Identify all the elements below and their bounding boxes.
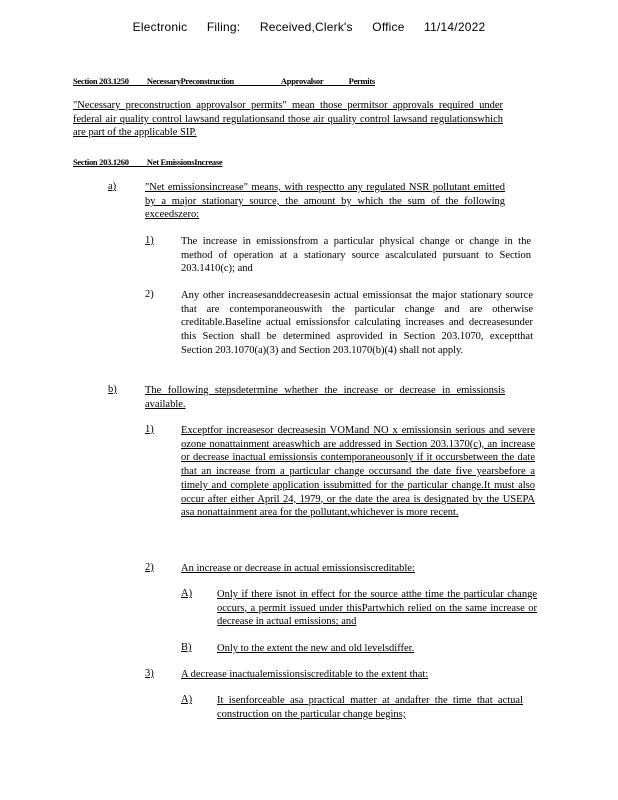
item-b1-text: Exceptfor increasesor decreasesin VOMand NO x emissionsin serious and severe ozone nonattainment areaswhich are addressed in Section 203.1370(c), an increase or decrease inactual emissionsis contemporaneousonly if it occursbetween the date that an increase from a particular change occursand the date five yearsbefore a timely and complete application issubmitted for the particular change.It must also occur after either April 24, 1979, or the date the area is designated by the USEPA asa nonattainment area for the pollutant,whichever is more recent. <box>181 425 535 519</box>
item-b2-text: An increase or decrease in actual emissionsiscreditable: <box>181 563 415 574</box>
header-part: Electronic <box>132 20 188 34</box>
item-a2-text: Any other increasesanddecreasesin actual emissionsat the major stationary source that are contemporaneouswith the particular change and are otherwise creditable.Baseline actual emissionsfor calculating increases and decreasesunder this Section shall be determined asprovided in Section 203.1070, exceptthat Section 203.1070(a)(3) and Section 203.1070(b)(4) shall not apply. <box>181 290 533 356</box>
electronic-filing-header <box>0 20 618 34</box>
item-b-text: The following stepsdetermine whether the increase or decrease in emissionsis available. <box>145 385 505 410</box>
item-a1-label: 1) <box>145 235 154 246</box>
item-b-label: b) <box>108 384 117 395</box>
section-1260-heading: Section 203.1260 Net EmissionsIncrease <box>73 157 223 167</box>
item-b2B-label: B) <box>181 642 192 653</box>
section-1250-text: "Necessary preconstruction approvalsor permits" mean those permitsor approvals required under federal air quality control lawsand regulationsand those air quality control lawsand regulationswhich are part of the applicable SIP. <box>73 100 503 139</box>
item-b2B-text: Only to the extent the new and old levelsdiffer. <box>217 643 415 654</box>
item-b3-label: 3) <box>145 668 154 679</box>
header-date: 11/14/2022 <box>424 20 486 34</box>
item-b3A-text: It isenforceable asa practical matter at andafter the time that actual construction on the particular change begins; <box>217 695 523 720</box>
header-part: Filing: <box>206 20 241 34</box>
item-b2-label: 2) <box>145 562 154 573</box>
header-part: Received,Clerk's <box>259 20 353 34</box>
item-b2A-text: Only if there isnot in effect for the source atthe time the particular change occurs, a permit issued under thisPartwhich relied on the same increase or decrease in actual emissions; and <box>217 589 537 628</box>
item-a-text: "Net emissionsincrease" means, with respectto any regulated NSR pollutant emitted by a major stationary source, the amount by which the sum of the following exceedszero: <box>145 182 505 221</box>
item-a1-text: The increase in emissionsfrom a particular physical change or change in the method of operation at a stationary source ascalculated pursuant to Section 203.1410(c); and <box>181 236 531 275</box>
item-b2A-label: A) <box>181 588 193 599</box>
item-a-label: a) <box>108 181 117 192</box>
item-b3-text: A decrease inactualemissionsiscreditable to the extent that: <box>181 669 429 680</box>
section-1250-heading: Section 203.1250 NecessaryPreconstruction Approvalsor Permits <box>73 76 375 86</box>
item-a2-label: 2) <box>145 289 154 300</box>
item-b3A-label: A) <box>181 694 193 705</box>
header-part: Office <box>372 20 405 34</box>
item-b1-label: 1) <box>145 424 154 435</box>
